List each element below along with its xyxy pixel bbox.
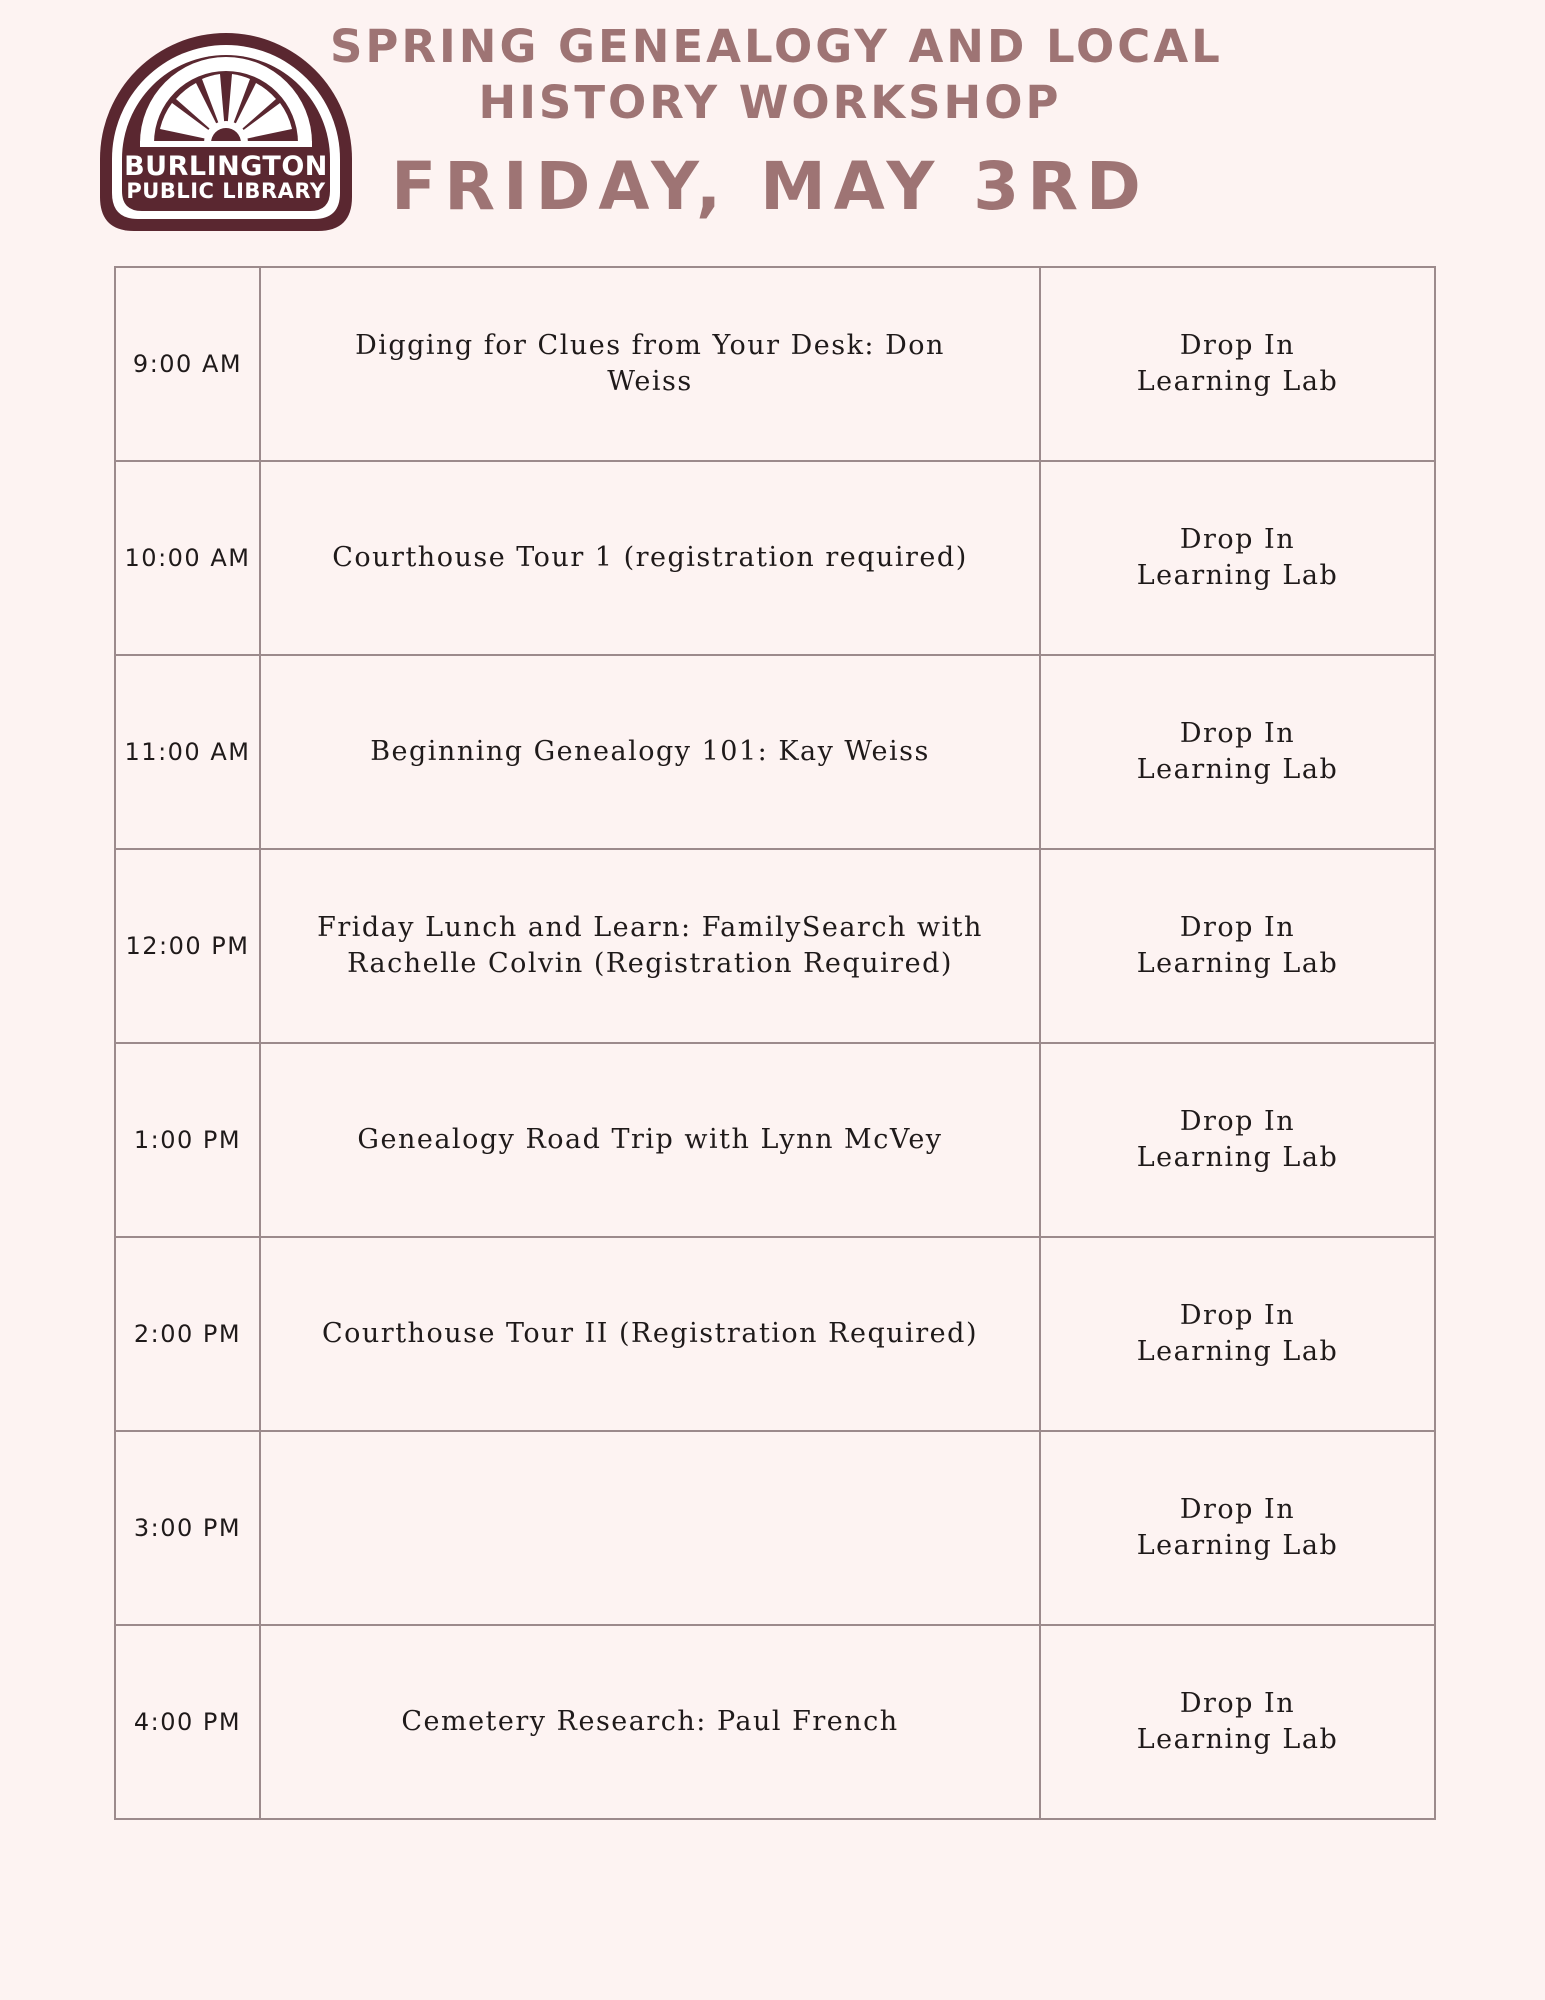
location-type: Drop In	[1179, 524, 1296, 555]
location-room: Learning Lab	[1136, 366, 1339, 397]
table-row	[115, 1237, 1435, 1431]
table-row	[115, 1625, 1435, 1819]
event-title-line2: HISTORY WORKSHOP	[478, 76, 1062, 129]
location-cell	[1040, 461, 1435, 655]
location-room: Learning Lab	[1136, 1724, 1339, 1755]
table-row	[115, 267, 1435, 461]
location-type: Drop In	[1179, 912, 1296, 943]
session-cell: Cemetery Research: Paul French	[260, 1625, 1040, 1819]
session-cell: Friday Lunch and Learn: FamilySearch with Rachelle Colvin (Registration Required)	[260, 849, 1040, 1043]
location-cell	[1040, 1043, 1435, 1237]
location-room: Learning Lab	[1136, 1336, 1339, 1367]
event-title-line1: SPRING GENEALOGY AND LOCAL	[330, 20, 1223, 73]
schedule-table	[114, 266, 1436, 1820]
time-cell: 2:00 PM	[115, 1237, 260, 1431]
location-room: Learning Lab	[1136, 948, 1339, 979]
table-row	[115, 461, 1435, 655]
table-row	[115, 1043, 1435, 1237]
time-cell: 3:00 PM	[115, 1431, 260, 1625]
location-type: Drop In	[1179, 1106, 1296, 1137]
time-cell: 10:00 AM	[115, 461, 260, 655]
time-cell: 11:00 AM	[115, 655, 260, 849]
location-cell	[1040, 849, 1435, 1043]
location-room: Learning Lab	[1136, 560, 1339, 591]
time-cell: 1:00 PM	[115, 1043, 260, 1237]
logo-name-line1: BURLINGTON	[124, 151, 328, 182]
time-cell: 12:00 PM	[115, 849, 260, 1043]
time-cell: 4:00 PM	[115, 1625, 260, 1819]
location-cell	[1040, 655, 1435, 849]
table-row	[115, 655, 1435, 849]
location-cell	[1040, 1431, 1435, 1625]
location-cell	[1040, 1237, 1435, 1431]
event-date: FRIDAY, MAY 3RD	[391, 148, 1149, 225]
location-type: Drop In	[1179, 330, 1296, 361]
logo-name-line2: PUBLIC LIBRARY	[126, 179, 326, 203]
session-cell: Courthouse Tour II (Registration Required)	[260, 1237, 1040, 1431]
session-cell: Genealogy Road Trip with Lynn McVey	[260, 1043, 1040, 1237]
location-cell	[1040, 1625, 1435, 1819]
location-type: Drop In	[1179, 1494, 1296, 1525]
table-row	[115, 849, 1435, 1043]
location-cell	[1040, 267, 1435, 461]
session-cell: Courthouse Tour 1 (registration required)	[260, 461, 1040, 655]
session-cell	[260, 1431, 1040, 1625]
session-cell: Beginning Genealogy 101: Kay Weiss	[260, 655, 1040, 849]
location-room: Learning Lab	[1136, 1530, 1339, 1561]
session-cell: Digging for Clues from Your Desk: Don Weiss	[260, 267, 1040, 461]
time-cell: 9:00 AM	[115, 267, 260, 461]
location-room: Learning Lab	[1136, 1142, 1339, 1173]
location-type: Drop In	[1179, 1300, 1296, 1331]
table-row	[115, 1431, 1435, 1625]
library-logo	[100, 33, 352, 231]
location-type: Drop In	[1179, 1688, 1296, 1719]
location-room: Learning Lab	[1136, 754, 1339, 785]
location-type: Drop In	[1179, 718, 1296, 749]
